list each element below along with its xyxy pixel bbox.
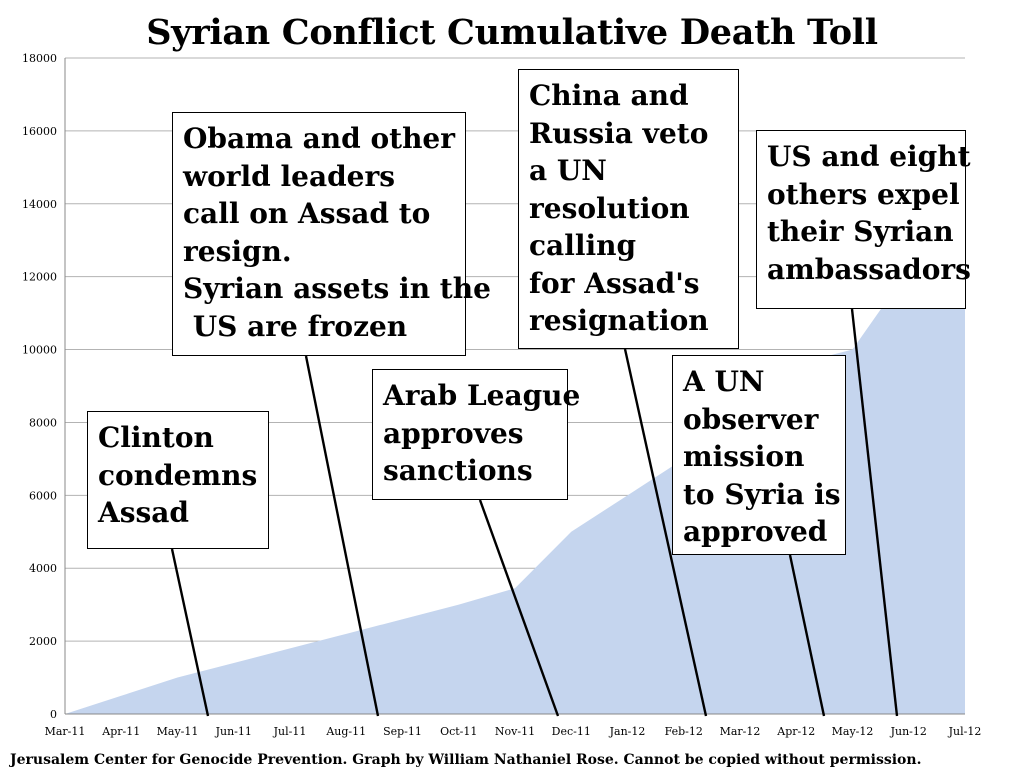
- x-tick-label: May-11: [156, 725, 199, 738]
- annotation-clinton: Clinton condemns Assad: [87, 411, 269, 549]
- y-tick-label: 8000: [29, 416, 57, 430]
- annotation-obama: Obama and other world leaders call on Assad to resign. Syrian assets in the US are frozen: [172, 112, 466, 356]
- annotation-un-observer: A UN observer mission to Syria is approved: [672, 355, 846, 555]
- x-tick-label: Jun-11: [215, 725, 252, 738]
- x-tick-label: Jul-11: [273, 725, 307, 738]
- x-tick-label: Apr-11: [102, 725, 141, 738]
- x-tick-label: Dec-11: [551, 725, 591, 738]
- footer-credit: Jerusalem Center for Genocide Prevention. Graph by William Nathaniel Rose. Cannot be copied without permission.: [10, 752, 922, 768]
- annotation-china-russia: China and Russia veto a UN resolution calling for Assad's resignation: [518, 69, 739, 349]
- y-tick-label: 0: [50, 708, 57, 721]
- x-tick-label: Apr-12: [777, 725, 816, 738]
- x-tick-label: Feb-12: [664, 725, 703, 738]
- y-tick-label: 12000: [22, 270, 57, 284]
- y-tick-label: 10000: [22, 343, 57, 357]
- y-tick-label: 18000: [22, 52, 57, 65]
- annotation-arab-league: Arab League approves sanctions: [372, 369, 568, 500]
- chart-title: Syrian Conflict Cumulative Death Toll: [146, 12, 878, 53]
- x-tick-label: Oct-11: [440, 725, 478, 738]
- y-tick-label: 16000: [22, 124, 57, 138]
- x-tick-label: Aug-11: [326, 725, 367, 738]
- y-tick-label: 4000: [29, 562, 57, 576]
- annotation-us-ambassadors: US and eight others expel their Syrian ambassadors: [756, 130, 966, 309]
- x-tick-label: Mar-11: [44, 725, 86, 738]
- x-tick-label: Sep-11: [383, 725, 422, 738]
- x-tick-label: Mar-12: [719, 725, 761, 738]
- y-tick-label: 6000: [29, 489, 57, 503]
- x-tick-label: Jun-12: [890, 725, 927, 738]
- y-tick-label: 14000: [22, 197, 57, 211]
- x-tick-label: Nov-11: [494, 725, 536, 738]
- x-tick-label: Jul-12: [948, 725, 982, 738]
- x-tick-label: May-12: [831, 725, 874, 738]
- x-tick-label: Jan-12: [609, 725, 646, 738]
- y-tick-label: 2000: [29, 635, 57, 649]
